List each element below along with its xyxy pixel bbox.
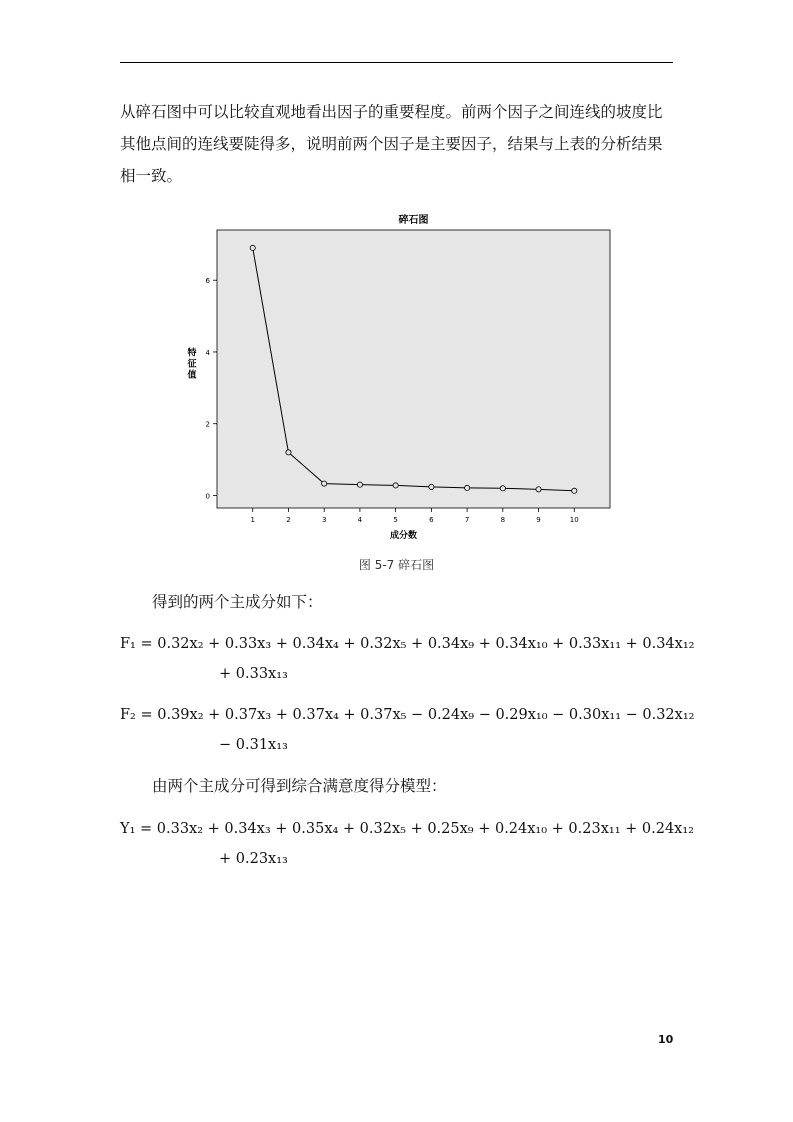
data-point [464, 485, 469, 490]
y-axis-label: 特征值 [187, 348, 197, 381]
x-tick-label: 1 [250, 516, 255, 524]
y-tick-label: 6 [205, 277, 210, 286]
equation-f1-line1: F₁ = 0.32x₂ + 0.33x₃ + 0.34x₄ + 0.32x₅ + 0.34x₉ + 0.34x₁₀ + 0.33x₁₁ + 0.34x₁₂ [120, 636, 695, 652]
x-tick-label: 5 [393, 516, 398, 524]
equation-y1-line2: + 0.23x₁₃ [219, 851, 288, 867]
data-point [286, 450, 291, 455]
equation-y1-line1: Y₁ = 0.33x₂ + 0.34x₃ + 0.35x₄ + 0.32x₅ + 0.25x₉ + 0.24x₁₀ + 0.23x₁₁ + 0.24x₁₂ [120, 821, 694, 837]
figure-caption: 图 5-7 碎石图 [358, 558, 435, 572]
x-axis-label: 成分数 [389, 531, 418, 541]
x-tick-label: 9 [536, 516, 541, 524]
x-tick-label: 4 [357, 516, 363, 524]
data-point [322, 481, 327, 486]
model-intro: 由两个主成分可得到综合满意度得分模型： [152, 777, 447, 795]
intro-paragraph: 从碎石图中可以比较直观地看出因子的重要程度。前两个因子之间连线的坡度比其他点间的连线要陡得多，说明前两个因子是主要因子，结果与上表的分析结果相一致。 [120, 103, 663, 185]
y-tick-label: 0 [205, 492, 210, 501]
data-point [357, 482, 362, 487]
data-point [500, 486, 505, 491]
chart-title: 碎石图 [398, 215, 429, 226]
data-point [572, 488, 577, 493]
x-tick-label: 3 [321, 516, 327, 524]
page-number: 10 [658, 1033, 674, 1046]
scree-plot [180, 210, 620, 550]
components-intro: 得到的两个主成分如下： [152, 593, 323, 611]
data-point [393, 483, 398, 488]
x-tick-label: 10 [569, 516, 579, 524]
data-point [536, 487, 541, 492]
equation-f2-line2: − 0.31x₁₃ [219, 737, 288, 753]
x-tick-label: 6 [429, 516, 434, 524]
data-point [429, 484, 434, 489]
plot-area [217, 230, 610, 508]
x-tick-label: 7 [464, 516, 470, 524]
x-tick-label: 8 [500, 516, 506, 524]
y-tick-label: 4 [205, 348, 210, 357]
data-point [250, 245, 255, 250]
equation-f2-line1: F₂ = 0.39x₂ + 0.37x₃ + 0.37x₄ + 0.37x₅ − 0.24x₉ − 0.29x₁₀ − 0.30x₁₁ − 0.32x₁₂ [120, 707, 695, 723]
header-rule [120, 62, 673, 63]
equation-f1-line2: + 0.33x₁₃ [219, 666, 288, 682]
y-tick-label: 2 [205, 420, 210, 429]
x-tick-label: 2 [286, 516, 291, 524]
